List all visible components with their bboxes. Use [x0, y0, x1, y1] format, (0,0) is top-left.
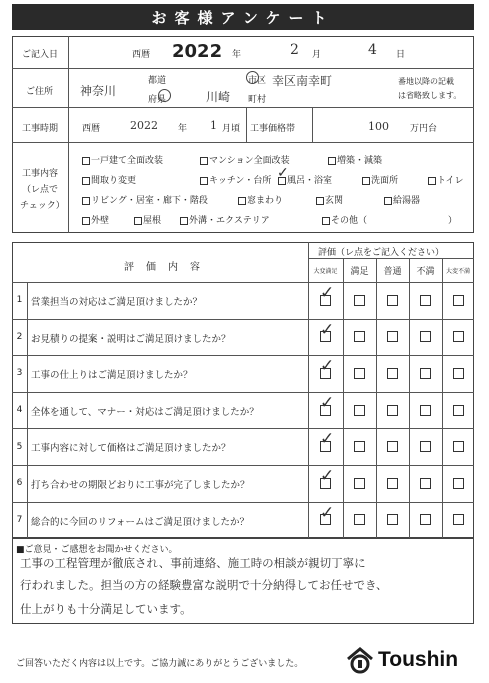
- question-text: 打ち合わせの期限どおりに工事が完了しましたか？: [31, 480, 250, 491]
- rating-cell[interactable]: [442, 282, 474, 319]
- rating-cell[interactable]: [442, 465, 474, 502]
- logo-text: Toushin: [378, 648, 459, 671]
- date-month: 2: [290, 42, 299, 58]
- rating-checkbox[interactable]: [453, 405, 464, 416]
- rating-checkbox[interactable]: [354, 478, 365, 489]
- content-label-3: チェック）: [20, 201, 65, 211]
- checkbox[interactable]: [322, 217, 330, 225]
- rating-cell[interactable]: [308, 355, 343, 392]
- content-option[interactable]: [238, 193, 283, 206]
- rating-checkbox[interactable]: [420, 478, 431, 489]
- question-number: 6: [16, 478, 23, 489]
- rating-checkbox[interactable]: [354, 368, 365, 379]
- period-year-unit: 年: [178, 124, 188, 134]
- checkbox[interactable]: [328, 157, 336, 165]
- date-day-unit: 日: [396, 50, 406, 60]
- rating-checkbox[interactable]: [387, 405, 398, 416]
- check-mark-icon: ✓: [320, 429, 335, 450]
- content-option-label: ）: [448, 216, 458, 226]
- checkbox[interactable]: [316, 197, 324, 205]
- content-option-label: 屋根: [143, 216, 162, 226]
- rating-cell[interactable]: [308, 392, 343, 429]
- date-year-unit: 年: [232, 50, 242, 60]
- checkbox[interactable]: [82, 157, 90, 165]
- address-shiku: 市区: [248, 76, 267, 86]
- period-era: 西暦: [82, 124, 101, 134]
- rating-cell[interactable]: [308, 465, 343, 502]
- comments-label: ■ご意見・ご感想をお聞かせください。: [16, 545, 178, 555]
- rating-checkbox[interactable]: [387, 514, 398, 525]
- rating-cell[interactable]: [308, 282, 343, 319]
- content-option-label: その他（: [331, 216, 368, 226]
- rating-checkbox[interactable]: [387, 478, 398, 489]
- rating-checkbox[interactable]: [420, 405, 431, 416]
- question-text: 全体を通して、マナー・対応はご満足頂けましたか？: [31, 406, 259, 418]
- rating-cell[interactable]: [343, 502, 376, 539]
- content-option[interactable]: [82, 213, 109, 226]
- question-number: 3: [16, 368, 23, 379]
- rating-cell[interactable]: [409, 465, 442, 502]
- rating-cell[interactable]: [442, 355, 474, 392]
- rating-cell[interactable]: [343, 428, 376, 465]
- address-fuken: 府県: [148, 95, 167, 105]
- content-option-label: 増築・減築: [337, 156, 383, 166]
- content-option[interactable]: [316, 193, 343, 206]
- check-mark-icon: ✓: [320, 283, 335, 303]
- content-option[interactable]: [134, 213, 161, 226]
- rating-checkbox[interactable]: [354, 405, 365, 416]
- rating-checkbox[interactable]: [420, 295, 431, 306]
- content-option[interactable]: [328, 153, 382, 166]
- rating-checkbox[interactable]: [453, 295, 464, 306]
- rating-cell[interactable]: [442, 428, 474, 465]
- date-label: ご記入日: [22, 50, 59, 60]
- content-option-label: 外壁: [91, 216, 110, 226]
- rating-cell[interactable]: [409, 428, 442, 465]
- address-prefecture: 神奈川: [80, 84, 117, 98]
- rating-cell[interactable]: [409, 319, 442, 356]
- comment-line-3: 仕上がりも十分満足しています。: [20, 602, 192, 616]
- content-option[interactable]: [277, 165, 333, 186]
- footer-thanks: ご回答いただく内容は以上です。ご協力誠にありがとうございました。: [16, 659, 304, 669]
- eval-rating-header: 評価（レ点をご記入ください）: [318, 248, 445, 258]
- rating-cell[interactable]: [442, 392, 474, 429]
- rating-checkbox[interactable]: [420, 514, 431, 525]
- question-text: 総合的に今回のリフォームはご満足頂けましたか？: [31, 516, 250, 528]
- rating-scale-label: 大変不満: [445, 267, 470, 275]
- date-year: 2022: [172, 41, 223, 62]
- rating-cell[interactable]: [376, 282, 409, 319]
- rating-cell[interactable]: [376, 392, 409, 429]
- rating-cell[interactable]: [308, 502, 343, 539]
- content-option[interactable]: [82, 173, 136, 186]
- content-option-label: 風呂・浴室: [287, 176, 333, 186]
- content-option-label: 窓まわり: [247, 196, 284, 206]
- content-option[interactable]: [200, 173, 271, 186]
- question-number: 5: [16, 441, 23, 452]
- check-mark-icon: ✓: [320, 466, 335, 486]
- rating-cell[interactable]: [409, 355, 442, 392]
- checkbox[interactable]: [180, 217, 188, 225]
- rating-cell[interactable]: [376, 355, 409, 392]
- address-note-1: 番地以降の記載: [398, 77, 454, 86]
- check-mark-icon: ✓: [320, 502, 335, 523]
- content-option-label: リビング・居室・廊下・階段: [91, 196, 208, 206]
- period-month: 1: [210, 119, 217, 132]
- rating-checkbox[interactable]: [453, 331, 464, 342]
- content-option-label: キッチン・台所: [209, 176, 272, 186]
- checkbox[interactable]: [82, 217, 90, 225]
- question-number: 7: [16, 514, 23, 525]
- rating-cell[interactable]: [376, 465, 409, 502]
- checkbox[interactable]: [428, 177, 436, 185]
- check-mark-icon: ✓: [320, 392, 335, 413]
- question-number: 2: [16, 331, 23, 342]
- rating-cell[interactable]: [409, 282, 442, 319]
- address-todo: 都道: [148, 76, 167, 86]
- period-month-unit: 月頃: [222, 124, 241, 134]
- rating-checkbox[interactable]: [354, 331, 365, 342]
- shiku-circle: [246, 71, 259, 84]
- content-label-2: （レ点で: [22, 185, 59, 195]
- rating-checkbox[interactable]: [387, 331, 398, 342]
- checkbox[interactable]: [238, 197, 246, 205]
- rating-checkbox[interactable]: [420, 331, 431, 342]
- rating-checkbox[interactable]: [453, 441, 464, 452]
- rating-cell[interactable]: [376, 428, 409, 465]
- question-text: 営業担当の対応はご満足頂けましたか？: [31, 297, 203, 308]
- content-option-label: 玄関: [325, 196, 344, 206]
- content-option-label: 給湯器: [393, 196, 421, 206]
- content-option-label: マンション全面改装: [209, 156, 290, 166]
- eval-content-header: 評 価 内 容: [124, 262, 201, 273]
- rating-checkbox[interactable]: [354, 441, 365, 452]
- rating-cell[interactable]: [442, 502, 474, 539]
- rating-checkbox[interactable]: [387, 368, 398, 379]
- rating-checkbox[interactable]: [420, 368, 431, 379]
- content-option-label: 洗面所: [371, 176, 399, 186]
- address-town: 幸区南幸町: [272, 74, 333, 88]
- rating-checkbox[interactable]: [387, 295, 398, 306]
- content-option[interactable]: [82, 193, 208, 206]
- rating-cell[interactable]: [409, 502, 442, 539]
- rating-scale-label: 不満: [416, 266, 435, 277]
- checkbox[interactable]: [134, 217, 142, 225]
- survey-title: お客様アンケート: [12, 4, 474, 30]
- rating-cell[interactable]: [343, 355, 376, 392]
- checkbox[interactable]: [362, 177, 370, 185]
- check-mark-icon: ✓: [277, 165, 289, 181]
- content-option[interactable]: [322, 213, 367, 226]
- checkbox[interactable]: [82, 177, 90, 185]
- content-option[interactable]: [180, 213, 270, 226]
- price-label: 工事価格帯: [250, 124, 296, 134]
- rating-cell[interactable]: [343, 282, 376, 319]
- question-text: お見積りの提案・説明はご満足頂けましたか？: [31, 333, 231, 345]
- content-option[interactable]: [82, 153, 163, 166]
- checkbox[interactable]: [82, 197, 90, 205]
- address-label: ご住所: [26, 87, 54, 97]
- rating-scale-label: 大変満足: [313, 267, 338, 275]
- checkbox[interactable]: [200, 157, 208, 165]
- rating-scale-label: 満足: [350, 266, 369, 277]
- rating-checkbox[interactable]: [354, 295, 365, 306]
- content-option[interactable]: [384, 193, 420, 206]
- question-text: 工事内容に対して価格はご満足頂けましたか？: [31, 443, 231, 455]
- rating-cell[interactable]: [376, 502, 409, 539]
- content-option-label: 外溝・エクステリア: [189, 216, 270, 226]
- rating-cell[interactable]: [308, 319, 343, 356]
- address-chouson: 町村: [248, 95, 267, 105]
- content-option[interactable]: [428, 173, 464, 186]
- question-number: 1: [16, 295, 23, 306]
- logo-mark-icon: [345, 645, 375, 675]
- question-number: 4: [16, 405, 23, 416]
- content-option[interactable]: [362, 173, 398, 186]
- rating-checkbox[interactable]: [354, 514, 365, 525]
- date-day: 4: [368, 42, 377, 58]
- comment-line-2: 行われました。担当の方の経験豊富な説明で十分納得してお任せでき、: [20, 578, 388, 592]
- rating-checkbox[interactable]: [453, 514, 464, 525]
- rating-scale-label: 普通: [383, 266, 402, 277]
- content-option-label: 間取り変更: [91, 176, 137, 186]
- rating-cell[interactable]: [442, 319, 474, 356]
- content-option-label: 一戸建て全面改装: [91, 156, 164, 166]
- period-label: 工事時期: [22, 124, 59, 134]
- comment-line-1: 工事の工程管理が徹底され、事前連絡、施工時の相談が親切丁寧に: [20, 556, 366, 570]
- question-text: 工事の仕上りはご満足頂けましたか？: [31, 370, 193, 382]
- rating-cell[interactable]: [343, 465, 376, 502]
- address-city: 川崎: [206, 90, 231, 104]
- price-value: 100: [368, 120, 389, 133]
- rating-cell[interactable]: [409, 392, 442, 429]
- checkbox[interactable]: [384, 197, 392, 205]
- rating-checkbox[interactable]: [387, 441, 398, 452]
- price-unit: 万円台: [410, 124, 438, 134]
- content-option[interactable]: [448, 213, 457, 226]
- fuken-circle: [158, 89, 171, 102]
- rating-checkbox[interactable]: [453, 478, 464, 489]
- rating-checkbox[interactable]: [420, 441, 431, 452]
- rating-checkbox[interactable]: [453, 368, 464, 379]
- check-mark-icon: ✓: [320, 319, 335, 340]
- date-month-unit: 月: [312, 50, 322, 60]
- rating-cell[interactable]: [343, 319, 376, 356]
- content-option-label: トイレ: [437, 176, 464, 186]
- content-label-1: 工事内容: [22, 169, 59, 179]
- rating-cell[interactable]: [343, 392, 376, 429]
- check-mark-icon: ✓: [320, 356, 335, 377]
- period-year: 2022: [130, 119, 158, 132]
- date-era: 西暦: [132, 50, 151, 60]
- address-note-2: は省略致します。: [398, 91, 462, 100]
- rating-cell[interactable]: [308, 428, 343, 465]
- rating-cell[interactable]: [376, 319, 409, 356]
- checkbox[interactable]: [200, 177, 208, 185]
